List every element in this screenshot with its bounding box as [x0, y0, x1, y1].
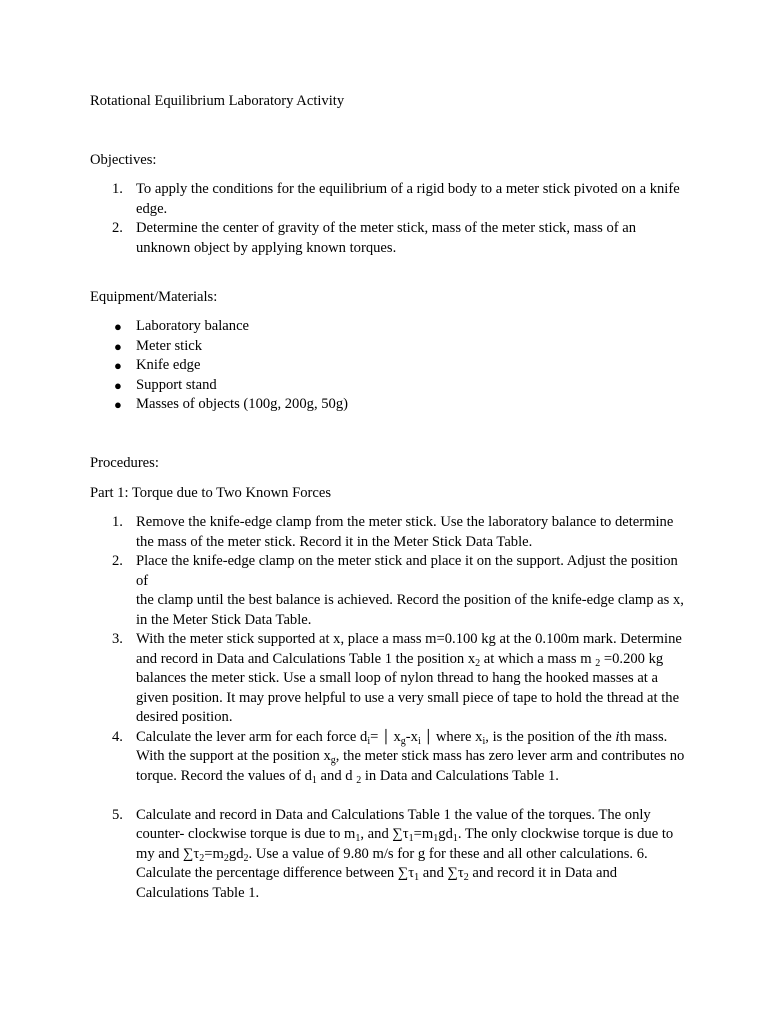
item-number: 4.: [112, 728, 123, 745]
bullet-icon: ●: [114, 377, 122, 393]
bullet-icon: ●: [114, 338, 122, 354]
item-text: the clamp until the best balance is achieved. Record the position of the knife-edge clamp as x, in the Meter Stick Data Table.: [136, 592, 684, 628]
item-text: Meter stick: [136, 337, 203, 354]
item-text: Place the knife-edge clamp on the meter stick and place it on the support. Adjust the position of: [136, 553, 678, 589]
subscript: 2: [475, 657, 481, 669]
text-run: x: [389, 728, 401, 745]
text-run: =m: [204, 845, 224, 862]
text-run: gd: [228, 845, 244, 862]
list-item: [90, 180, 690, 219]
equipment-heading: Equipment/Materials:: [90, 289, 218, 305]
item-text: Determine the center of gravity of the meter stick, mass of the meter stick, mass of an unknown object by applying known torques.: [136, 220, 637, 256]
list-item: [90, 728, 690, 787]
list-spacer: [90, 786, 690, 806]
item-text: Support stand: [136, 376, 217, 393]
subscript: 1: [408, 833, 414, 844]
text-run: in Data and Calculations Table 1.: [361, 767, 559, 784]
subscript: g: [330, 755, 336, 766]
list-item: [90, 395, 690, 415]
list-item: [90, 513, 690, 552]
item-number: 5.: [112, 806, 123, 823]
equipment-list: [90, 317, 690, 415]
bullet-icon: ●: [114, 319, 122, 334]
text-run: at which a mass m: [480, 650, 596, 667]
list-item: [90, 376, 690, 396]
subscript: 1: [414, 872, 420, 883]
absolute-bar: │: [382, 729, 390, 745]
subscript: 1: [311, 774, 317, 786]
text-run: Calculate the lever arm for each force d: [136, 728, 368, 745]
text-run: -x: [405, 728, 418, 745]
text-run: and ∑τ: [419, 865, 464, 881]
text-run: , and ∑τ: [360, 826, 409, 842]
text-run: . Use a value of 9.80 m/s for g for these and all other calculations. 6. Calculate the percentage difference between ∑τ: [136, 845, 648, 881]
list-item: [90, 337, 690, 357]
list-item: [90, 552, 690, 630]
text-run: =: [370, 728, 383, 745]
subscript: 2: [595, 657, 601, 669]
subscript: 1: [355, 833, 361, 844]
item-text: Remove the knife-edge clamp from the meter stick. Use the laboratory balance to determine the mass of the meter stick. Record it in the Meter Stick Data Table.: [136, 514, 674, 550]
subscript: 2: [223, 852, 229, 864]
text-run: . The only clockwise torque is due to my and ∑τ: [136, 826, 674, 862]
item-number: 2.: [112, 553, 123, 569]
item-text: Knife edge: [136, 357, 201, 373]
text-run: and d: [316, 767, 357, 784]
list-item: [90, 806, 690, 904]
list-item: [90, 630, 690, 728]
subscript: i: [367, 735, 371, 747]
objectives-heading: Objectives:: [90, 152, 157, 168]
document-title: Rotational Equilibrium Laboratory Activity: [90, 93, 345, 109]
text-run: Calculate and record in Data and Calculations Table 1 the value of the torques. The only counter- clockwise torque is due to m: [136, 806, 651, 842]
item-text: Laboratory balance: [136, 318, 250, 334]
italic-text: i: [615, 728, 620, 745]
text-run: where x: [432, 728, 483, 745]
bullet-icon: ●: [114, 358, 122, 373]
subscript: 1: [433, 833, 439, 844]
item-number: 1.: [112, 181, 123, 197]
objectives-list: [90, 180, 690, 258]
list-item: [90, 356, 690, 376]
subscript: 2: [243, 852, 249, 864]
subscript: 2: [356, 774, 362, 786]
bullet-icon: ●: [114, 397, 122, 412]
text-run: =m: [413, 826, 434, 842]
subscript: 2: [463, 872, 469, 883]
subscript: i: [417, 735, 421, 747]
text-run: gd: [438, 826, 453, 842]
item-text: Masses of objects (100g, 200g, 50g): [136, 396, 348, 412]
text-run: th mass. With the support at the position x: [136, 728, 668, 764]
subscript: 2: [199, 852, 205, 864]
subscript: g: [400, 735, 406, 747]
text-run: With the meter stick supported at x, place a mass m=0.100 kg at the 0.100m mark. Determine and record in Data and Calculations Table 1 the position x: [136, 631, 682, 667]
subscript: i: [482, 735, 486, 747]
absolute-bar: │: [424, 729, 433, 745]
item-number: 1.: [112, 514, 123, 530]
part-1-title: Part 1: Torque due to Two Known Forces: [90, 485, 332, 501]
text-run: , the meter stick mass has zero lever arm and contributes no torque. Record the values of d: [136, 748, 685, 784]
list-item: [90, 317, 690, 337]
item-number: 3.: [112, 631, 123, 647]
text-run: , is the position of the: [485, 728, 616, 745]
text-run: =0.200 kg balances the meter stick. Use a small loop of nylon thread to hang the hooked masses at a given position. It may prove helpful to use a very small piece of tape to hold the thread at the desired position.: [136, 650, 680, 725]
item-text: To apply the conditions for the equilibrium of a rigid body to a meter stick pivoted on a knife edge.: [136, 181, 680, 217]
text-run: and record it in Data and Calculations Table 1.: [136, 865, 618, 901]
procedures-list: [90, 513, 690, 903]
list-item: [90, 219, 690, 258]
procedures-heading: Procedures:: [90, 455, 159, 471]
subscript: 1: [452, 833, 458, 844]
item-number: 2.: [112, 220, 123, 236]
